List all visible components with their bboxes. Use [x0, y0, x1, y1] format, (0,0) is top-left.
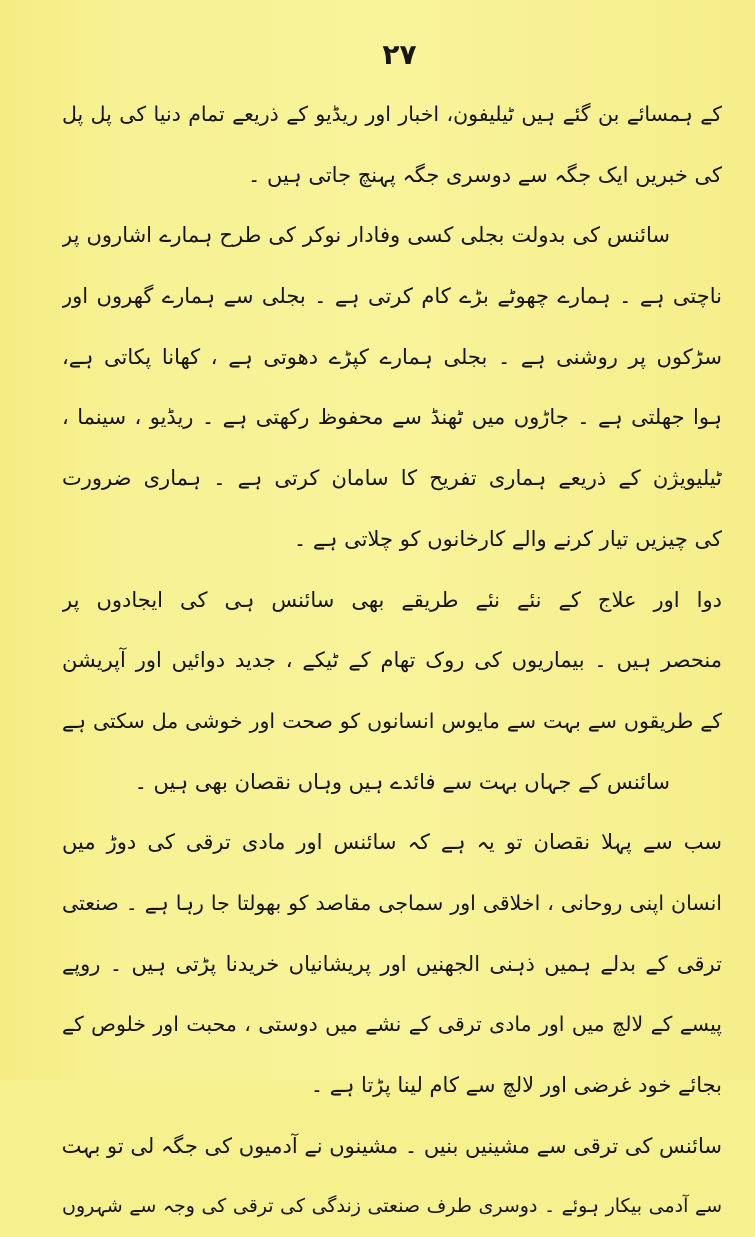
text-line: سڑکوں پر روشنی ہے ۔ بجلی ہمارے کپڑے دھوتی ہے ، کھانا پکاتی ہے، — [62, 344, 722, 369]
text-line: منحصر ہیں ۔ بیماریوں کی روک تھام کے ٹیکے ، جدید دوائیں اور آپریشن — [62, 648, 722, 673]
text-line: پیسے کے لالچ میں اور مادی ترقی کے نشے میں دوستی ، محبت اور خلوص کے — [62, 1012, 722, 1037]
urdu-text-block — [62, 84, 722, 1237]
text-line: ہوا جھلتی ہے ۔ جاڑوں میں ٹھنڈ سے محفوظ رکھتی ہے ۔ ریڈیو ، سینما ، — [62, 405, 722, 430]
text-line: کے ہمسائے بن گئے ہیں ٹیلیفون، اخبار اور ریڈیو کے ذریعے تمام دنیا کی پل پل — [62, 102, 722, 126]
text-line: کی خبریں ایک جگہ سے دوسری جگہ پہنچ جاتی ہیں ۔ — [248, 162, 722, 187]
text-line: سائنس کی بدولت بجلی کسی وفادار نوکر کی طرح ہمارے اشاروں پر — [62, 223, 670, 248]
text-line: ترقی کے بدلے ہمیں ذہنی الجھنیں اور پریشانیاں خریدنا پڑتی ہیں ۔ روپے — [62, 951, 722, 976]
text-line: ٹیلیویژن کے ذریعے ہماری تفریح کا سامان کرتی ہے ۔ ہماری ضرورت — [62, 466, 722, 491]
text-line: سے آدمی بیکار ہوئے ۔ دوسری طرف صنعتی زندگی کی ترقی کی وجہ سے شہروں — [62, 1195, 722, 1218]
text-line: سائنس کی ترقی سے مشینیں بنیں ۔ مشینوں نے آدمیوں کی جگہ لی تو بہت — [62, 1133, 722, 1158]
text-line: بجائے خود غرضی اور لالچ سے کام لینا پڑتا ہے ۔ — [310, 1073, 722, 1097]
text-line: انسان اپنی روحانی ، اخلاقی اور سماجی مقاصد کو بھولتا جا رہا ہے ۔ صنعتی — [62, 890, 722, 915]
text-line: دوا اور علاج کے نئے نئے طریقے بھی سائنس ہی کی ایجادوں پر — [62, 587, 722, 612]
text-line: سب سے پہلا نقصان تو یہ ہے کہ سائنس اور مادی ترقی کی دوڑ میں — [62, 830, 722, 855]
text-line: کی چیزیں تیار کرنے والے کارخانوں کو چلاتی ہے ۔ — [293, 526, 722, 551]
text-line: سائنس کے جہاں بہت سے فائدے ہیں وہاں نقصان بھی ہیں ۔ — [134, 769, 670, 794]
text-line: ناچتی ہے ۔ ہمارے چھوٹے بڑے کام کرتی ہے ۔ بجلی سے ہمارے گھروں اور — [62, 284, 722, 309]
text-line: کے طریقوں سے بہت سے مایوس انسانوں کو صحت اور خوشی مل سکتی ہے — [62, 708, 722, 733]
page-number: ۲۷ — [382, 38, 417, 71]
